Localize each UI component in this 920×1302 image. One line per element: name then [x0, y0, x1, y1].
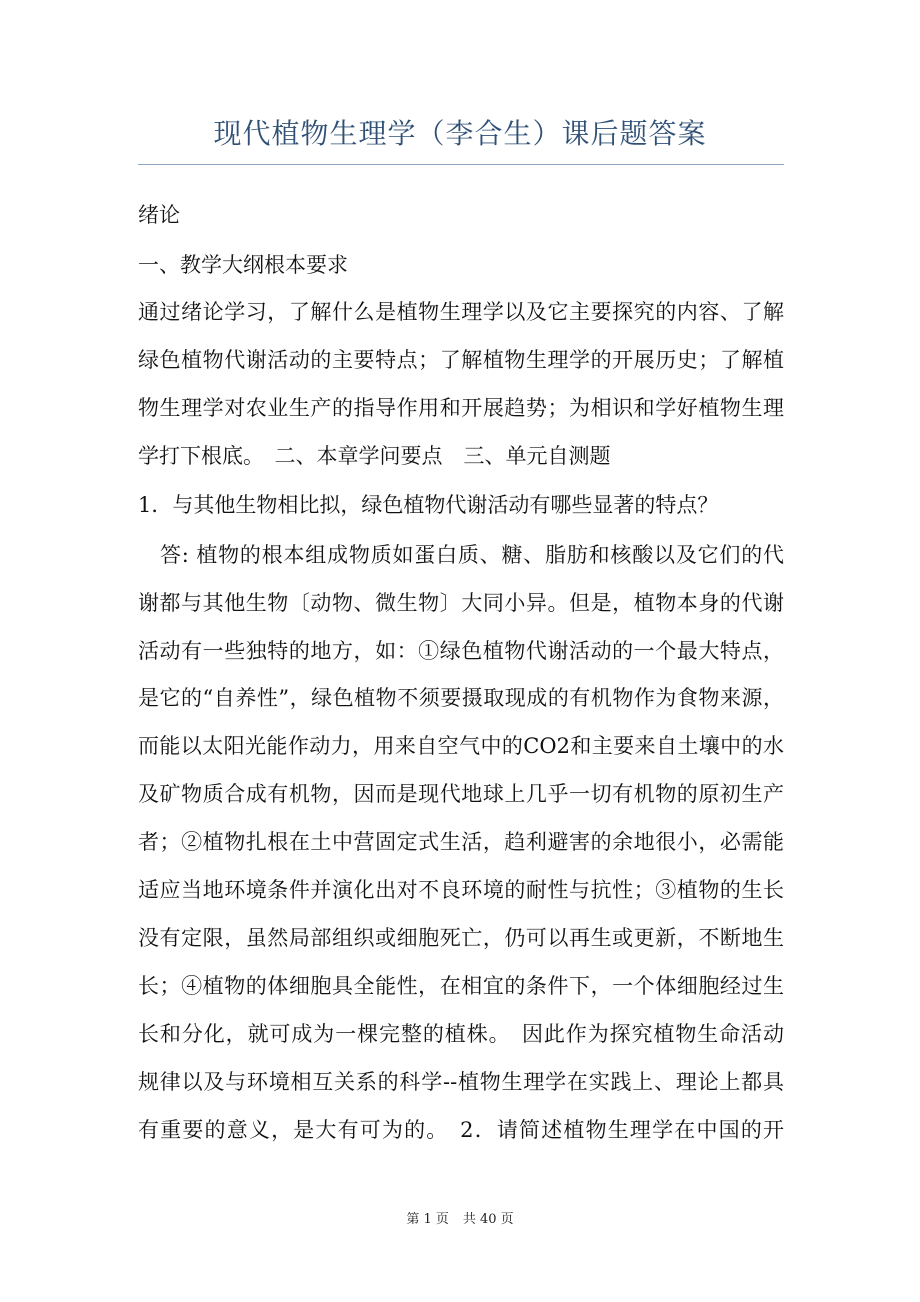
body-line: 学打下根底。 二、本章学问要点 三、单元自测题 [138, 444, 611, 468]
title-divider [138, 164, 784, 165]
answer-line: 适应当地环境条件并演化出对不良环境的耐性与抗性；③植物的生长 [138, 878, 784, 902]
answer-line: 长；④植物的体细胞具全能性，在相宜的条件下，一个体细胞经过生 [138, 974, 784, 998]
answer-line: 有重要的意义，是大有可为的。 2．请简述植物生理学在中国的开 [138, 1118, 784, 1142]
body-line: 通过绪论学习，了解什么是植物生理学以及它主要探究的内容、了解 [138, 300, 784, 324]
answer-line: 者；②植物扎根在土中营固定式生活，趋利避害的余地很小，必需能 [138, 830, 784, 854]
document-title: 现代植物生理学（李合生）课后题答案 [213, 117, 707, 150]
section-heading: 绪论 [138, 203, 180, 227]
page-footer [0, 1208, 920, 1227]
page-total: 共 40 页 [462, 1212, 514, 1227]
answer-line: 长和分化，就可成为一棵完整的植株。 因此作为探究植物生命活动 [138, 1022, 784, 1046]
answer-line: 而能以太阳光能作动力，用来自空气中的CO2和主要来自土壤中的水 [138, 734, 784, 758]
answer-line: 活动有一些独特的地方，如：①绿色植物代谢活动的一个最大特点， [138, 639, 784, 663]
subsection-heading: 一、教学大纲根本要求 [138, 253, 348, 277]
answer-line: 答: 植物的根本组成物质如蛋白质、糖、脂肪和核酸以及它们的代 [160, 543, 784, 567]
body-line: 绿色植物代谢活动的主要特点；了解植物生理学的开展历史；了解植 [138, 348, 784, 372]
answer-line: 规律以及与环境相互关系的科学--植物生理学在实践上、理论上都具 [138, 1070, 784, 1094]
answer-line: 是它的“自养性”，绿色植物不须要摄取现成的有机物作为食物来源， [138, 686, 784, 710]
question-line: 1．与其他生物相比拟，绿色植物代谢活动有哪些显著的特点？ [138, 493, 719, 517]
answer-line: 没有定限，虽然局部组织或细胞死亡，仍可以再生或更新，不断地生 [138, 926, 784, 950]
body-line: 物生理学对农业生产的指导作用和开展趋势；为相识和学好植物生理 [138, 396, 784, 420]
answer-line: 谢都与其他生物〔动物、微生物〕大同小异。但是，植物本身的代谢 [138, 591, 784, 615]
page-number: 第 1 页 [406, 1212, 449, 1227]
answer-line: 及矿物质合成有机物，因而是现代地球上几乎一切有机物的原初生产 [138, 782, 784, 806]
